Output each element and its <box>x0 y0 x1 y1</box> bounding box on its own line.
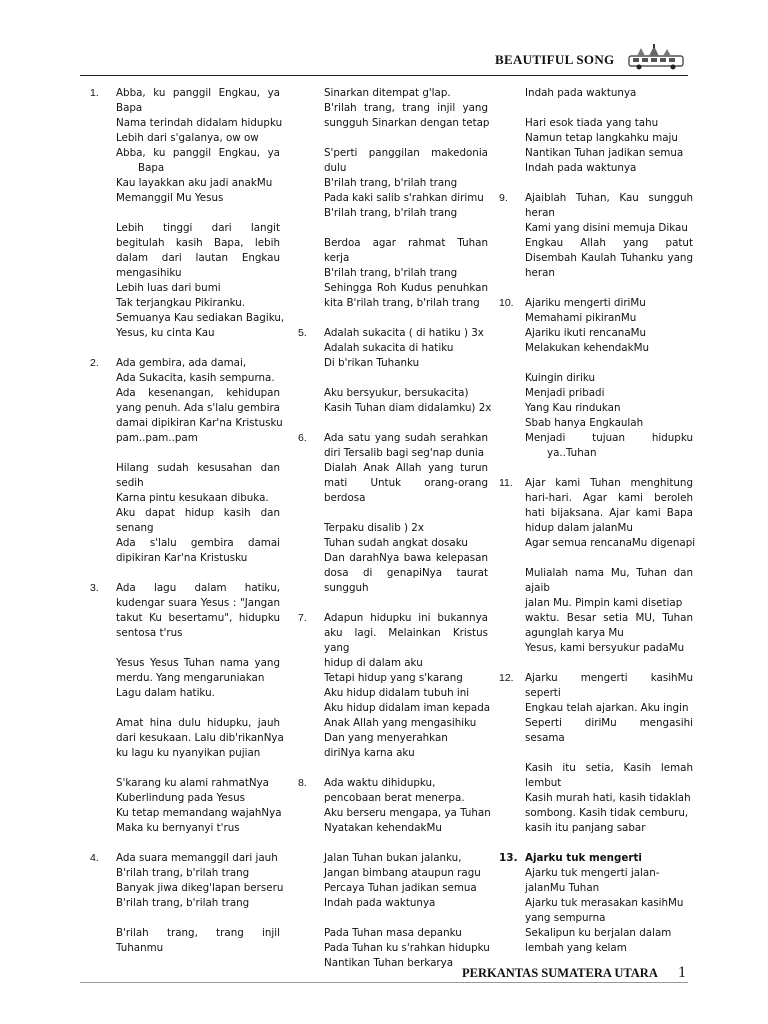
lyric-line: Memahami pikiranMu <box>525 312 637 324</box>
lyric-stanza <box>324 386 492 416</box>
lyric-stanza <box>324 521 488 596</box>
lyric-line: Kami yang disini memuja Dikau <box>525 222 688 234</box>
song-entry <box>298 611 491 761</box>
lyric-stanza <box>116 356 283 446</box>
song-entry <box>499 296 693 461</box>
lyric-line: pam..pam..pam <box>116 432 198 444</box>
lyric-stanza <box>525 191 693 281</box>
song-number: 2. <box>90 357 99 369</box>
song-number: 8. <box>298 777 307 789</box>
header-divider <box>80 75 688 76</box>
song-entry <box>298 776 491 971</box>
lyric-line: yang penuh. Ada s'lalu gembira <box>116 402 280 414</box>
footer-divider <box>80 982 688 983</box>
lyric-line: Ajarku tuk mengerti jalan- <box>525 867 660 879</box>
lyric-line: Karna pintu kesukaan dibuka. <box>116 492 269 504</box>
lyric-line: Nantikan Tuhan berkarya <box>324 957 454 969</box>
lyric-line: Menjadi pribadi <box>525 387 605 399</box>
song-entry <box>499 671 693 836</box>
lyric-line: B'rilah trang, trang injil <box>116 927 280 939</box>
lyric-line: Jangan bimbang ataupun ragu <box>324 867 481 879</box>
lyric-line: Tuhan sudah angkat dosaku <box>324 537 468 549</box>
lyric-line: Ada waktu dihidupku, <box>324 777 436 789</box>
lyric-line: Semuanya Kau sediakan Bagiku, <box>116 312 285 324</box>
lyric-line: B'rilah trang, trang injil yang <box>324 102 488 114</box>
song-number: 9. <box>499 192 508 204</box>
song-number: 4. <box>90 852 99 864</box>
lyric-line: sesama <box>525 732 565 744</box>
song-number: 7. <box>298 612 307 624</box>
lyric-line: agunglah karya Mu <box>525 627 624 639</box>
lyric-line: Adapun hidupku ini bukannya <box>324 612 488 624</box>
lyric-line: berdosa <box>324 492 366 504</box>
lyric-line: dipikiran Kar'na Kristusku <box>116 552 248 564</box>
song-column-2 <box>298 86 492 986</box>
lyric-line: Aku hidup didalam iman kepada <box>324 702 491 714</box>
lyric-line: heran <box>525 267 555 279</box>
song-entry <box>90 851 284 956</box>
lyric-line: Di b'rikan Tuhanku <box>324 357 420 369</box>
song-number: 6. <box>298 432 307 444</box>
lyric-stanza <box>525 566 693 656</box>
lyric-line: B'rilah trang, b'rilah trang <box>324 267 458 279</box>
church-bus-logo-icon <box>627 44 685 70</box>
lyric-line: Tuhanmu <box>116 942 164 954</box>
lyric-line: pencobaan berat menerpa. <box>324 792 465 804</box>
lyric-line: Ajariku mengerti diriMu <box>525 297 646 309</box>
lyric-line: Yesus Yesus Tuhan nama yang <box>116 657 280 669</box>
lyric-line: Pada Tuhan ku s'rahkan hidupku <box>324 942 490 954</box>
lyric-line: Abba, ku panggil Engkau, ya <box>116 87 280 99</box>
lyric-line: Anak Allah yang mengasihiku <box>324 717 477 729</box>
lyric-line: hidup di dalam aku <box>324 657 423 669</box>
lyric-line: Lebih tinggi dari langit <box>116 222 280 234</box>
song-entry <box>499 851 693 956</box>
lyric-stanza <box>116 776 280 836</box>
song-entry <box>90 86 285 341</box>
lyric-line: kudengar suara Yesus : "Jangan <box>116 597 280 609</box>
lyric-line: Tak terjangkau Pikiranku. <box>116 297 246 309</box>
lyric-line: Lagu dalam hatiku. <box>116 687 215 699</box>
lyric-line: Aku hidup didalam tubuh ini <box>324 687 470 699</box>
lyric-line: Pada Tuhan masa depanku <box>324 927 462 939</box>
lyric-line: Ada satu yang sudah serahkan <box>324 432 488 444</box>
song-title: Ajarku tuk mengerti <box>525 852 642 864</box>
lyric-line: Berdoa agar rahmat Tuhan <box>324 237 488 249</box>
lyric-line: hati bijaksana. Ajar kami Bapa <box>525 507 693 519</box>
lyric-line: Kau layakkan aku jadi anakMu <box>116 177 273 189</box>
song-number: 12. <box>499 672 514 684</box>
lyric-line: Melakukan kehendakMu <box>525 342 649 354</box>
lyric-line: S'karang ku alami rahmatNya <box>116 777 269 789</box>
song-number: 13. <box>499 852 518 864</box>
lyric-line: Lebih luas dari bumi <box>116 282 221 294</box>
lyric-line: Bapa <box>138 162 165 174</box>
song-entry <box>90 581 284 836</box>
lyric-stanza <box>324 431 488 506</box>
lyric-line: B'rilah trang, b'rilah trang <box>116 897 250 909</box>
lyric-line: Seperti diriMu mengasihi <box>525 717 693 729</box>
song-entry <box>499 191 693 281</box>
song-entry-continued <box>298 86 488 311</box>
lyric-line: Kasih itu setia, Kasih lemah <box>525 762 693 774</box>
song-column-1 <box>90 86 285 971</box>
lyric-stanza <box>324 776 491 836</box>
lyric-line: Ku tetap memandang wajahNya <box>116 807 282 819</box>
lyric-stanza <box>324 236 488 311</box>
lyric-line: Disembah Kaulah Tuhanku yang <box>525 252 693 264</box>
lyric-stanza <box>116 221 285 341</box>
lyric-stanza <box>525 866 693 956</box>
lyric-line: Lebih dari s'galanya, ow ow <box>116 132 259 144</box>
lyric-stanza <box>116 581 280 641</box>
song-entry <box>499 476 696 656</box>
lyric-line: Nama terindah didalam hidupku <box>116 117 283 129</box>
lyric-line: kita B'rilah trang, b'rilah trang <box>324 297 480 309</box>
lyric-line: Hilang sudah kesusahan dan <box>116 462 280 474</box>
lyric-line: jalanMu Tuhan <box>525 882 600 894</box>
lyric-line: Indah pada waktunya <box>525 87 637 99</box>
lyric-line: Maka ku bernyanyi t'rus <box>116 822 240 834</box>
lyric-line: takut Ku besertamu", hidupku <box>116 612 280 624</box>
lyric-line: senang <box>116 522 154 534</box>
lyric-line: Terpaku disalib ) 2x <box>324 522 424 534</box>
lyric-line: Ada s'lalu gembira damai <box>116 537 280 549</box>
lyric-line: S'perti panggilan makedonia <box>324 147 488 159</box>
lyric-line: Sbab hanya Engkaulah <box>525 417 644 429</box>
lyric-line: Dan darahNya bawa kelepasan <box>324 552 488 564</box>
lyric-line: diriNya karna aku <box>324 747 415 759</box>
lyric-line: Abba, ku panggil Engkau, ya <box>116 147 280 159</box>
lyric-line: dulu <box>324 162 347 174</box>
lyric-line: Yesus, kami bersyukur padaMu <box>525 642 685 654</box>
lyric-stanza <box>324 851 488 911</box>
song-number: 11. <box>499 477 513 489</box>
lyric-line: Ada kesenangan, kehidupan <box>116 387 280 399</box>
lyric-line: mengasihiku <box>116 267 182 279</box>
lyric-line: Ajarku tuk merasakan kasihMu <box>525 897 684 909</box>
lyric-line: Amat hina dulu hidupku, jauh <box>116 717 280 729</box>
lyric-line: Aku dapat hidup kasih dan <box>116 507 280 519</box>
song-number: 3. <box>90 582 99 594</box>
lyric-line: B'rilah trang, b'rilah trang <box>324 207 458 219</box>
lyric-stanza <box>525 296 693 356</box>
lyric-line: Menjadi tujuan hidupku <box>525 432 693 444</box>
lyric-line: Dialah Anak Allah yang turun <box>324 462 488 474</box>
lyric-line: Hari esok tiada yang tahu <box>525 117 659 129</box>
lyric-line: Ajar kami Tuhan menghitung <box>525 477 693 489</box>
lyric-line: ajaib <box>525 582 550 594</box>
lyric-stanza <box>116 461 280 566</box>
lyric-line: Dan yang menyerahkan <box>324 732 448 744</box>
lyric-stanza <box>525 371 693 461</box>
song-number: 1. <box>90 87 99 99</box>
lyric-line: lembah yang kelam <box>525 942 627 954</box>
lyric-stanza <box>116 926 280 956</box>
lyric-line: dalam dari lautan Engkau <box>116 252 280 264</box>
lyric-line: kasih itu panjang sabar <box>525 822 646 834</box>
lyric-line: dosa di genapiNya taurat <box>324 567 488 579</box>
lyric-line: Ajarku mengerti kasihMu <box>525 672 693 684</box>
lyric-stanza <box>116 851 284 911</box>
lyric-line: sungguh <box>324 582 369 594</box>
lyric-line: merdu. Yang mengaruniakan <box>116 672 265 684</box>
lyric-line: Nyatakan kehendakMu <box>324 822 442 834</box>
lyric-line: sentosa t'rus <box>116 627 183 639</box>
lyric-line: B'rilah trang, b'rilah trang <box>324 177 458 189</box>
lyric-line: jalan Mu. Pimpin kami disetiap <box>525 597 683 609</box>
song-column-3 <box>499 86 696 971</box>
lyric-stanza <box>525 476 696 551</box>
song-entry <box>298 431 488 596</box>
lyric-line: Adalah sukacita ( di hatiku ) 3x <box>324 327 484 339</box>
song-entry-continued <box>499 86 693 176</box>
song-number: 5. <box>298 327 307 339</box>
lyric-line: Sehingga Roh Kudus penuhkan <box>324 282 488 294</box>
lyric-line: heran <box>525 207 555 219</box>
lyric-line: mati Untuk orang-orang <box>324 477 488 489</box>
lyric-stanza <box>525 86 693 101</box>
lyric-line: diri Tersalib bagi seg'nap dunia <box>324 447 485 459</box>
lyric-line: ya..Tuhan <box>547 447 597 459</box>
lyric-line: Memanggil Mu Yesus <box>116 192 224 204</box>
lyric-line: Indah pada waktunya <box>324 897 436 909</box>
lyric-line: hari-hari. Agar kami beroleh <box>525 492 693 504</box>
lyric-line: Indah pada waktunya <box>525 162 637 174</box>
lyric-line: Yang Kau rindukan <box>525 402 621 414</box>
lyric-line: Engkau Allah yang patut <box>525 237 693 249</box>
lyric-line: Nantikan Tuhan jadikan semua <box>525 147 684 159</box>
lyric-stanza <box>116 656 280 701</box>
lyric-line: Tetapi hidup yang s'karang <box>324 672 463 684</box>
lyric-line: ku lagu ku nyanyikan pujian <box>116 747 261 759</box>
lyric-line: Pada kaki salib s'rahkan dirimu <box>324 192 484 204</box>
lyric-line: Kuberlindung pada Yesus <box>116 792 245 804</box>
lyric-line: Ada gembira, ada damai, <box>116 357 247 369</box>
lyric-line: Kasih Tuhan diam didalamku) 2x <box>324 402 492 414</box>
lyric-line: waktu. Besar setia MU, Tuhan <box>525 612 693 624</box>
lyric-line: Ada suara memanggil dari jauh <box>116 852 278 864</box>
lyric-stanza <box>525 761 693 836</box>
lyric-line: damai dipikiran Kar'na Kristusku <box>116 417 283 429</box>
lyric-line: Sekalipun ku berjalan dalam <box>525 927 672 939</box>
lyric-line: Kasih murah hati, kasih tidaklah <box>525 792 691 804</box>
lyric-stanza <box>116 716 284 761</box>
lyric-line: B'rilah trang, b'rilah trang <box>116 867 250 879</box>
lyric-line: Percaya Tuhan jadikan semua <box>324 882 477 894</box>
lyric-line: Aku berseru mengapa, ya Tuhan <box>324 807 491 819</box>
lyric-line: Sinarkan ditempat g'lap. <box>324 87 451 99</box>
song-entry <box>90 356 283 566</box>
lyric-stanza <box>324 146 488 221</box>
lyric-line: Ada lagu dalam hatiku, <box>116 582 280 594</box>
lyric-line: Engkau telah ajarkan. Aku ingin <box>525 702 689 714</box>
lyric-line: Jalan Tuhan bukan jalanku, <box>324 852 462 864</box>
lyric-line: seperti <box>525 687 561 699</box>
lyric-stanza <box>525 116 693 176</box>
lyric-line: Adalah sukacita di hatiku <box>324 342 454 354</box>
lyric-stanza <box>324 86 488 131</box>
footer-organization: PERKANTAS SUMATERA UTARA <box>462 966 658 980</box>
lyric-line: sedih <box>116 477 144 489</box>
lyric-line: Ajariku ikuti rencanaMu <box>525 327 647 339</box>
lyric-line: Ada Sukacita, kasih sempurna. <box>116 372 275 384</box>
lyric-stanza <box>324 926 488 971</box>
lyric-line: Mulialah nama Mu, Tuhan dan <box>525 567 693 579</box>
lyric-line: Namun tetap langkahku maju <box>525 132 678 144</box>
lyric-stanza <box>324 326 488 371</box>
lyric-stanza <box>116 86 283 206</box>
page-number: 1 <box>678 964 686 981</box>
lyric-line: Ajaiblah Tuhan, Kau sungguh <box>525 192 693 204</box>
lyric-line: hidup dalam jalanMu <box>525 522 633 534</box>
lyric-stanza <box>324 611 491 761</box>
page-title: BEAUTIFUL SONG <box>495 52 615 67</box>
lyric-line: lembut <box>525 777 562 789</box>
lyric-line: Aku bersyukur, bersukacita) <box>324 387 469 399</box>
lyric-line: begitulah kasih Bapa, lebih <box>116 237 280 249</box>
lyric-line: kerja <box>324 252 350 264</box>
lyric-line: Bapa <box>116 102 143 114</box>
lyric-line: Agar semua rencanaMu digenapi <box>525 537 696 549</box>
lyric-line: yang sempurna <box>525 912 606 924</box>
song-number: 10. <box>499 297 514 309</box>
lyric-line: sombong. Kasih tidak cemburu, <box>525 807 689 819</box>
lyric-line: sungguh Sinarkan dengan tetap <box>324 117 490 129</box>
lyric-line: Kuingin diriku <box>525 372 596 384</box>
lyric-line: dari kesukaan. Lalu dib'rikanNya <box>116 732 284 744</box>
song-entry <box>298 326 492 416</box>
lyric-stanza <box>525 671 693 746</box>
lyric-line: aku lagi. Melainkan Kristus yang <box>324 627 488 654</box>
lyric-line: Banyak jiwa dikeg'lapan berseru <box>116 882 284 894</box>
lyric-line: Yesus, ku cinta Kau <box>116 327 215 339</box>
